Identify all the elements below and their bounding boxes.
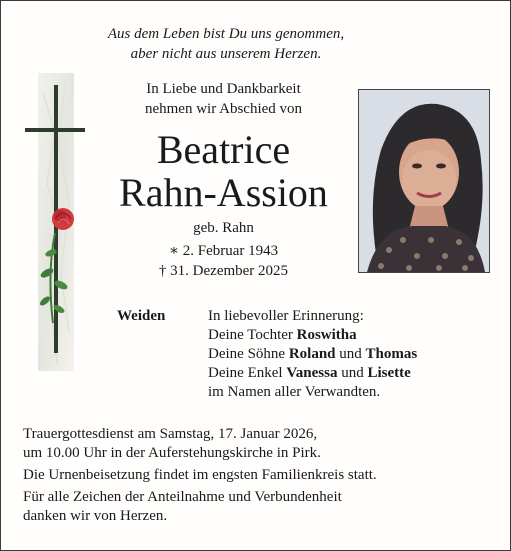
mourner-sons: Deine Söhne Roland und Thomas bbox=[208, 346, 418, 362]
service-line-1: Trauergottesdienst am Samstag, 17. Januar 2026, bbox=[23, 426, 318, 442]
mourners-intro: In liebevoller Erinnerung: bbox=[208, 308, 364, 324]
deceased-last-name: Rahn-Assion bbox=[119, 170, 328, 215]
place-name: Weiden bbox=[117, 308, 166, 324]
thanks-line-1: Für alle Zeichen der Anteilnahme und Verbundenheit bbox=[23, 489, 342, 505]
mourners-list bbox=[208, 307, 417, 402]
intro-line-1: In Liebe und Dankbarkeit bbox=[146, 81, 301, 97]
intro-text bbox=[111, 79, 336, 119]
life-dates bbox=[111, 241, 336, 281]
urn-burial-text: Die Urnenbeisetzung findet im engsten Familienkreis statt. bbox=[23, 467, 377, 483]
deceased-first-name: Beatrice bbox=[156, 127, 291, 172]
grandchild-name-2: Lisette bbox=[367, 365, 411, 381]
cross-horizontal bbox=[25, 128, 85, 132]
son-name-2: Thomas bbox=[365, 346, 418, 362]
son-name-1: Roland bbox=[288, 346, 336, 362]
mourner-daughter: Deine Tochter Roswitha bbox=[208, 327, 357, 343]
mourners-closing: im Namen aller Verwandten. bbox=[208, 384, 381, 400]
motto bbox=[61, 24, 391, 64]
death-date: † 31. Dezember 2025 bbox=[158, 263, 289, 279]
mourner-grandchildren: Deine Enkel Vanessa und Lisette bbox=[208, 365, 411, 381]
cross-with-rose-image bbox=[37, 73, 75, 371]
daughter-name: Roswitha bbox=[296, 327, 357, 343]
grandchild-name-1: Vanessa bbox=[286, 365, 338, 381]
funeral-information bbox=[23, 425, 493, 526]
thanks-line-2: danken wir von Herzen. bbox=[23, 508, 168, 524]
portrait-photo bbox=[358, 89, 490, 273]
birth-name: geb. Rahn bbox=[193, 220, 254, 236]
intro-line-2: nehmen wir Abschied von bbox=[144, 101, 303, 117]
motto-line-1: Aus dem Leben bist Du uns genommen, bbox=[107, 26, 345, 42]
birth-date: ∗ 2. Februar 1943 bbox=[168, 243, 279, 259]
motto-line-2: aber nicht aus unserem Herzen. bbox=[130, 46, 322, 62]
service-line-2: um 10.00 Uhr in der Auferstehungskirche in Pirk. bbox=[23, 445, 321, 461]
